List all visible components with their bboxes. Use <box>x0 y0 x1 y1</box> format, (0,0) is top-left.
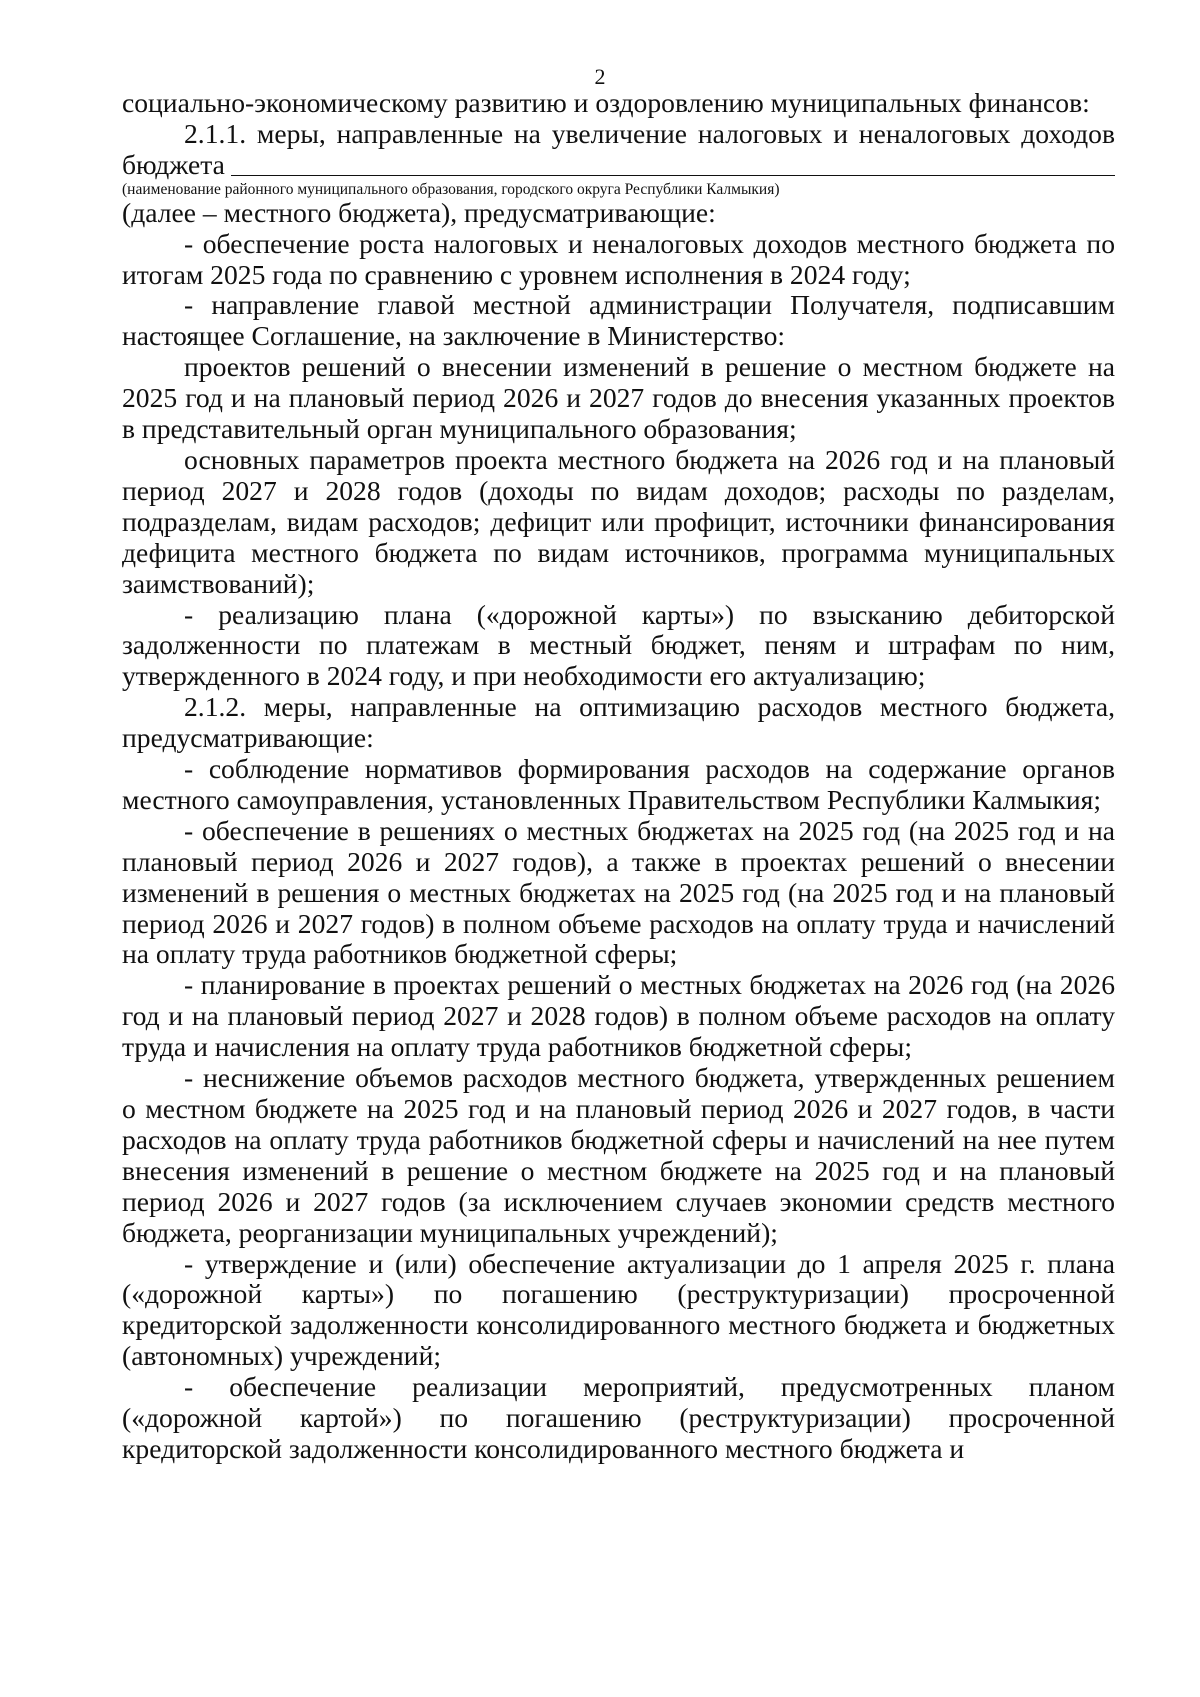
paragraph-2-1-1 <box>122 119 1115 150</box>
paragraph-submission: - направление главой местной администрации Получателя, подписавшим настоящее Соглашение, на заключение в Министерство: <box>122 289 1115 352</box>
paragraph-norms: - соблюдение нормативов формирования расходов на содержание органов местного самоуправления, установленных Правительством Республики Калмыкия; <box>122 753 1115 815</box>
text-line: 2.1.1. меры, направленные на увеличение налоговых и неналоговых доходов <box>184 117 1115 149</box>
text-line: социально-экономическому развитию и оздоровлению муниципальных финансов: <box>122 87 1090 118</box>
budget-word: бюджета <box>122 148 225 180</box>
paragraph-receivables-plan: - реализацию плана («дорожной карты») по взысканию дебиторской задолженности по платежам в местный бюджет, пеням и штрафам по ним, утвержденного в 2024 году, и при необходимости его актуализацию; <box>122 598 1115 692</box>
paragraph-planning: - планирование в проектах решений о местных бюджетах на 2026 год (на 2026 год и на плановый период 2027 и 2028 годов) в полном объеме расходов на оплату труда и начисления на оплату труда работников бюджетной сферы; <box>122 969 1115 1063</box>
paragraph-main-parameters: основных параметров проекта местного бюджета на 2026 год и на плановый период 2027 и 2028 годов (доходы по видам доходов; расходы по разделам, подразделам, видам расходов; дефицит или профицит, источники финансирования дефицита местного бюджета по видам источников, программа муниципальных заимствований); <box>122 443 1115 599</box>
page-number: 2 <box>594 64 606 89</box>
blank-caption: (наименование районного муниципального образования, городского округа Республики Калмыкия) <box>122 180 780 198</box>
paragraph-continuation <box>122 88 1115 119</box>
paragraph-local-budget: (далее – местного бюджета), предусматривающие: <box>122 196 716 228</box>
budget-name-blank-row <box>122 150 1115 181</box>
document-body <box>122 88 1115 1465</box>
fill-in-blank-line[interactable] <box>231 151 1115 176</box>
paragraph-plan-implementation: - обеспечение реализации мероприятий, предусмотренных планом («дорожной картой») по погашению (реструктуризации) просроченной кредиторской задолженности консолидированного местного бюджета и <box>122 1371 1115 1464</box>
paragraph-2-1-2: 2.1.2. меры, направленные на оптимизацию расходов местного бюджета, предусматривающие: <box>122 691 1115 754</box>
paragraph-payables-plan: - утверждение и (или) обеспечение актуализации до 1 апреля 2025 г. плана («дорожной карты») по погашению (реструктуризации) просроченной кредиторской задолженности консолидированного местного бюджета и бюджетных (автономных) учреждений; <box>122 1247 1115 1372</box>
paragraph-revenue-growth: - обеспечение роста налоговых и неналоговых доходов местного бюджета по итогам 2025 года по сравнению с уровнем исполнения в 2024 году; <box>122 227 1115 290</box>
paragraph-budget-decisions: - обеспечение в решениях о местных бюджетах на 2025 год (на 2025 год и на плановый период 2026 и 2027 годов), а также в проектах решений о внесении изменений в решения о местных бюджетах на 2025 год (на 2025 год и на плановый период 2026 и 2027 годов) в полном объеме расходов на оплату труда и начислений на оплату труда работников бюджетной сферы; <box>122 814 1115 970</box>
paragraph-draft-decisions: проектов решений о внесении изменений в решение о местном бюджете на 2025 год и на плановый период 2026 и 2027 годов до внесения указанных проектов в представительный орган муниципального образования; <box>122 351 1115 445</box>
paragraph-non-reduction: - неснижение объемов расходов местного бюджета, утвержденных решением о местном бюджете на 2025 год и на плановый период 2026 и 2027 годов, в части расходов на оплату труда работников бюджетной сферы и начислений на нее путем внесения изменений в решение о местном бюджете на 2025 год и на плановый период 2026 и 2027 годов (за исключением случаев экономии средств местного бюджета, реорганизации муниципальных учреждений); <box>122 1062 1115 1248</box>
